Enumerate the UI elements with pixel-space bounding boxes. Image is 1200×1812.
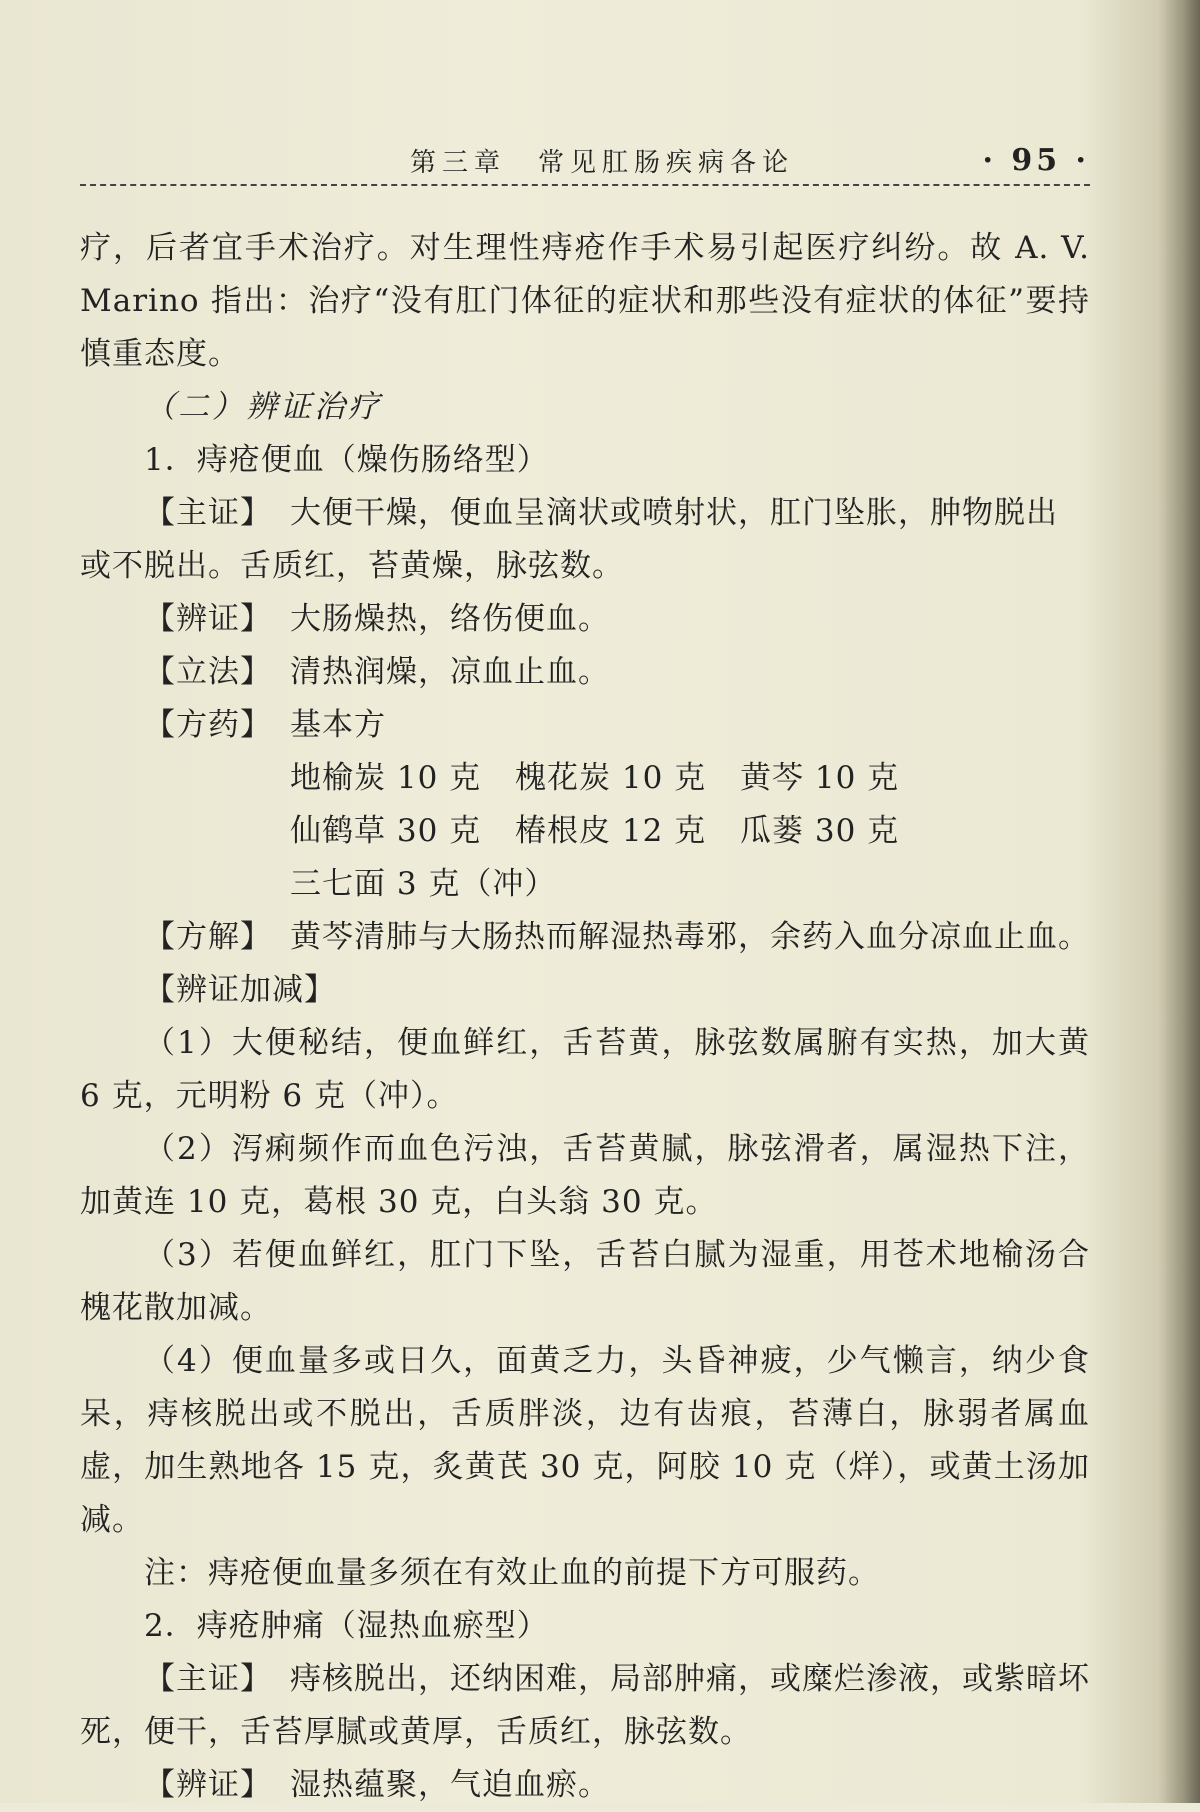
section-heading: （二）辨证治疗	[144, 389, 382, 425]
addition-2: （2）泻痢频作而血色污浊，舌苔黄腻，脉弦滑者，属湿热下注，加黄连 10 克，葛根 30 克，白头翁 30 克。	[80, 1131, 1090, 1220]
zhuzheng-continued: 或不脱出。舌质红，苔黄燥，脉弦数。	[80, 548, 624, 584]
herb: 黄芩 10 克	[740, 760, 900, 796]
herb-row-1	[80, 752, 1090, 805]
herb: 地榆炭 10 克	[290, 760, 482, 796]
label-zhuzheng: 【主证】	[144, 495, 272, 531]
zhuzheng-text: 痔核脱出，还纳困难，局部肿痛，或糜烂渗液，或紫暗坏	[290, 1661, 1090, 1697]
label-lifa: 【立法】	[144, 654, 272, 690]
herb-row-2	[80, 805, 1090, 858]
item2-heading: 2．痔疮肿痛（湿热血瘀型）	[144, 1608, 549, 1644]
item1-heading: 1．痔疮便血（燥伤肠络型）	[144, 442, 549, 478]
label-bianzheng: 【辨证】	[144, 1767, 272, 1803]
item1-bianzheng	[80, 593, 1090, 646]
item2-bianzheng	[80, 1759, 1090, 1812]
lifa-text: 清热润燥，凉血止血。	[290, 654, 610, 690]
page-number: · 95 ·	[982, 142, 1090, 178]
addition-1: （1）大便秘结，便血鲜红，舌苔黄，脉弦数属腑有实热，加大黄 6 克，元明粉 6 克（冲）。	[80, 1025, 1090, 1114]
herb: 瓜蒌 30 克	[740, 813, 900, 849]
item1-lifa	[80, 646, 1090, 699]
bianzheng-text: 大肠燥热，络伤便血。	[290, 601, 610, 637]
bianzheng-text: 湿热蕴聚，气迫血瘀。	[290, 1767, 610, 1803]
fangyao-text: 基本方	[290, 707, 386, 743]
fangjie-text: 黄芩清肺与大肠热而解湿热毒邪，余药入血分凉血止血。	[290, 919, 1090, 955]
item1-fangyao	[80, 699, 1090, 752]
herb: 仙鹤草 30 克	[290, 813, 482, 849]
label-jiajian: 【辨证加减】	[144, 972, 336, 1008]
addition-4: （4）便血量多或日久，面黄乏力，头昏神疲，少气懒言，纳少食呆，痔核脱出或不脱出，舌质胖淡，边有齿痕，苔薄白，脉弱者属血虚，加生熟地各 15 克，炙黄芪 30 克，阿胶 10 克（烊），或黄土汤加减。	[80, 1343, 1090, 1538]
label-fangyao: 【方药】	[144, 707, 272, 743]
item1-fangjie	[80, 911, 1090, 964]
chapter-title: 第三章 常见肛肠疾病各论	[410, 147, 795, 178]
herb: 三七面 3 克（冲）	[290, 866, 557, 902]
item1-zhuzheng	[80, 487, 1090, 540]
note: 注：痔疮便血量多须在有效止血的前提下方可服药。	[144, 1555, 880, 1591]
herb-row-3	[80, 858, 1090, 911]
running-header	[410, 140, 1090, 180]
herb: 椿根皮 12 克	[515, 813, 707, 849]
herb: 槐花炭 10 克	[515, 760, 707, 796]
item2-zhuzheng	[80, 1653, 1090, 1706]
label-fangjie: 【方解】	[144, 919, 272, 955]
label-bianzheng: 【辨证】	[144, 601, 272, 637]
header-rule	[80, 184, 1090, 186]
zhuzheng-text: 大便干燥，便血呈滴状或喷射状，肛门坠胀，肿物脱出	[290, 495, 1058, 531]
label-zhuzheng: 【主证】	[144, 1661, 272, 1697]
paragraph-intro: 疗，后者宜手术治疗。对生理性痔疮作手术易引起医疗纠纷。故 A. V. Marino 指出：治疗“没有肛门体征的症状和那些没有症状的体征”要持慎重态度。	[80, 230, 1090, 372]
zhuzheng-continued: 死，便干，舌苔厚腻或黄厚，舌质红，脉弦数。	[80, 1714, 752, 1750]
body-text	[80, 222, 1090, 1812]
page-edge-shadow	[1158, 0, 1200, 1803]
addition-3: （3）若便血鲜红，肛门下坠，舌苔白腻为湿重，用苍术地榆汤合槐花散加减。	[80, 1237, 1090, 1326]
